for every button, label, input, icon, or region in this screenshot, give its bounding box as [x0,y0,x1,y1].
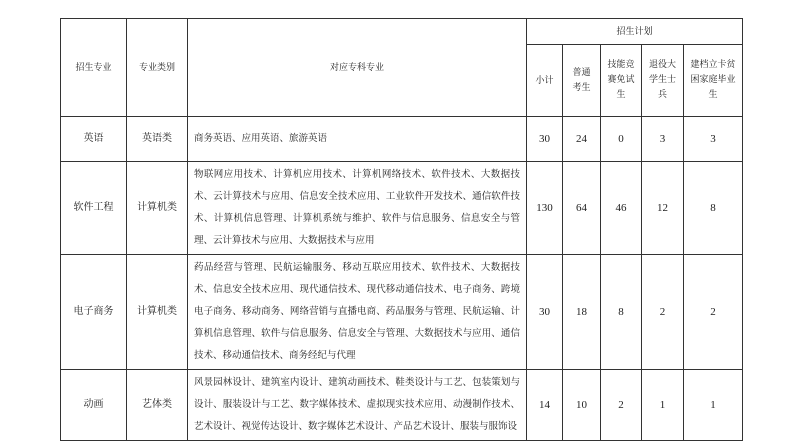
row-category: 计算机类 [127,162,188,255]
row-regular: 10 [563,370,601,441]
row-veteran: 12 [642,162,684,255]
row-veteran: 2 [642,255,684,370]
enrollment-plan-table [60,18,743,441]
row-subtotal: 14 [527,370,563,441]
row-poverty: 8 [684,162,743,255]
row-related: 物联网应用技术、计算机应用技术、计算机网络技术、软件技术、大数据技术、云计算技术与应用、信息安全技术应用、工业软件开发技术、通信软件技术、计算机信息管理、计算机系统与维护、软件与信息服务、信息安全与管理、云计算技术与应用、大数据技术与应用 [188,162,527,255]
header-poverty: 建档立卡贫困家庭毕业生 [684,45,743,117]
row-category: 艺体类 [127,370,188,441]
row-poverty: 1 [684,370,743,441]
row-competition: 0 [601,117,642,162]
row-major: 软件工程 [61,162,127,255]
row-competition: 2 [601,370,642,441]
table-row [61,162,743,255]
header-competition: 技能竞赛免试生 [601,45,642,117]
row-subtotal: 130 [527,162,563,255]
header-major: 招生专业 [61,19,127,117]
row-veteran: 1 [642,370,684,441]
row-regular: 18 [563,255,601,370]
header-veteran: 退役大学生士兵 [642,45,684,117]
row-category: 计算机类 [127,255,188,370]
header-related: 对应专科专业 [188,19,527,117]
row-poverty: 3 [684,117,743,162]
row-major: 动画 [61,370,127,441]
table-row [61,370,743,441]
table-row [61,255,743,370]
table-row [61,117,743,162]
row-veteran: 3 [642,117,684,162]
row-competition: 46 [601,162,642,255]
row-category: 英语类 [127,117,188,162]
row-subtotal: 30 [527,255,563,370]
row-subtotal: 30 [527,117,563,162]
row-related: 商务英语、应用英语、旅游英语 [188,117,527,162]
row-competition: 8 [601,255,642,370]
row-regular: 24 [563,117,601,162]
row-major: 英语 [61,117,127,162]
header-category: 专业类别 [127,19,188,117]
header-regular: 普通考生 [563,45,601,117]
row-major: 电子商务 [61,255,127,370]
header-subtotal: 小计 [527,45,563,117]
row-related: 风景园林设计、建筑室内设计、建筑动画技术、鞋类设计与工艺、包装策划与设计、服装设计与工艺、数字媒体技术、虚拟现实技术应用、动漫制作技术、艺术设计、视觉传达设计、数字媒体艺术设计、产品艺术设计、服装与服饰设 [188,370,527,441]
row-poverty: 2 [684,255,743,370]
row-related: 药品经营与管理、民航运输服务、移动互联应用技术、软件技术、大数据技术、信息安全技术应用、现代通信技术、现代移动通信技术、电子商务、跨境电子商务、移动商务、网络营销与直播电商、药品服务与管理、民航运输、计算机信息管理、软件与信息服务、信息安全与管理、大数据技术与应用、通信技术、移动通信技术、商务经纪与代理 [188,255,527,370]
header-plan: 招生计划 [527,19,743,45]
row-regular: 64 [563,162,601,255]
